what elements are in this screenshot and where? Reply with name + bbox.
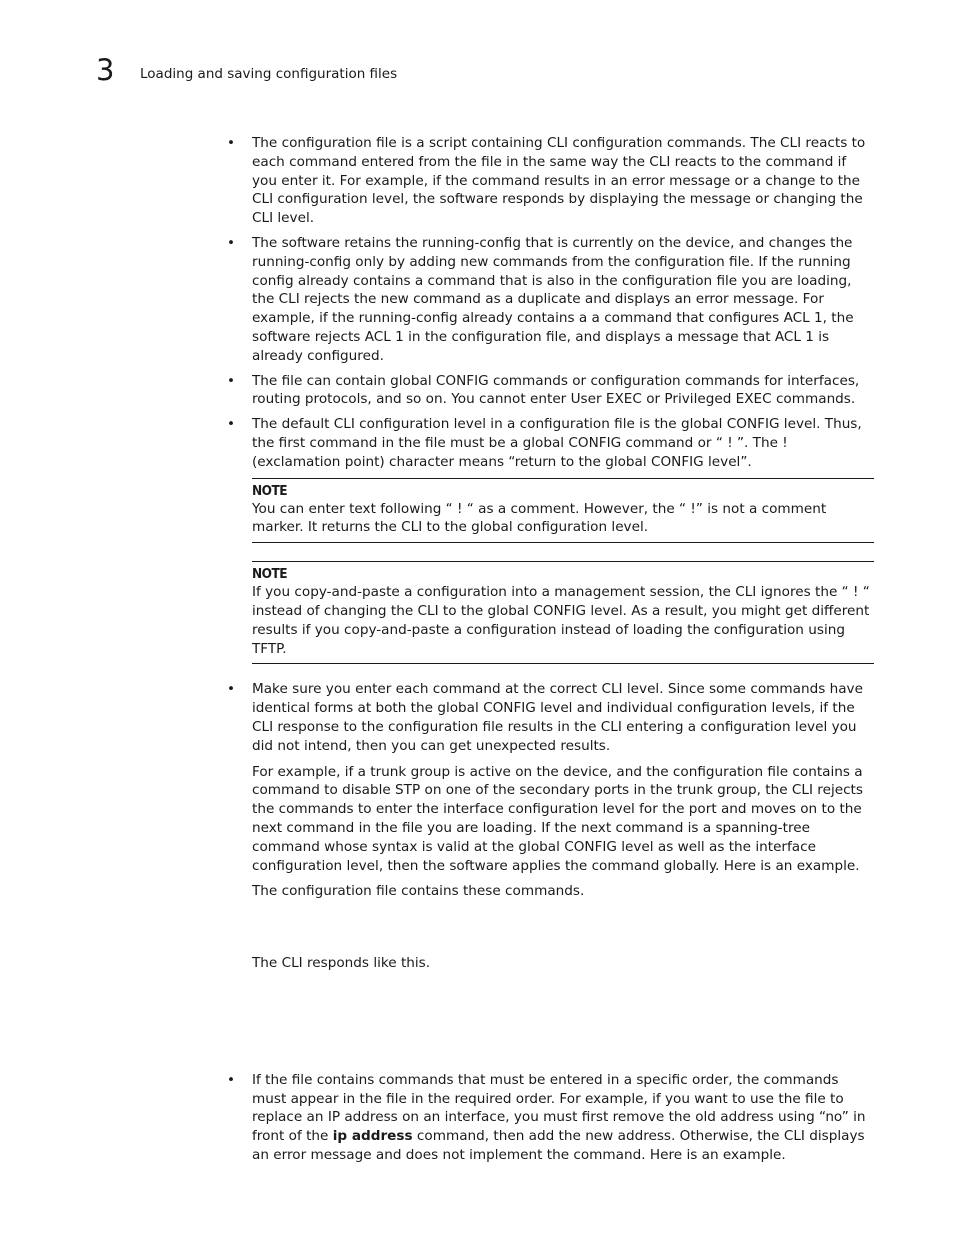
bullet-text: The configuration file is a script containing CLI configuration commands. The CLI reacts to each command entered from the file in the same way the CLI reacts to the command if you enter it. For example, if the command results in an error message or a change to the CLI configuration level, the software responds by displaying the message or changing the CLI level. <box>252 135 866 227</box>
page-body <box>226 134 874 1171</box>
bullet-text: The file can contain global CONFIG commands or configuration commands for interfaces, routing protocols, and so on. You cannot enter User EXEC or Privileged EXEC commands. <box>252 372 860 408</box>
bullet-icon: • <box>226 135 236 151</box>
config-file-intro: The configuration file contains these commands. <box>252 883 585 900</box>
bullet-icon: • <box>226 416 236 433</box>
note-text: If you copy-and-paste a configuration into a management session, the CLI ignores the “ ! “ instead of changing the CLI to the global CONFIG level. As a result, you might get different results if you copy-and-paste a configuration instead of loading the configuration using TFTP. <box>252 584 870 657</box>
chapter-number: 3 <box>96 53 115 87</box>
note-heading: NOTE <box>252 482 288 499</box>
list-item <box>226 680 874 1065</box>
cli-response-intro: The CLI responds like this. <box>252 955 431 972</box>
bullet-text: The default CLI configuration level in a configuration file is the global CONFIG level. Thus, the first command in the file must be a global CONFIG command or “ ! ”. The ! (exclamation point) character means “return to the global CONFIG level”. <box>252 416 862 470</box>
bullet-text <box>252 1071 874 1165</box>
example-paragraph: For example, if a trunk group is active on the device, and the configuration file contains a command to disable STP on one of the secondary ports in the trunk group, the CLI rejects the commands to enter the interface configuration level for the port and moves on to the next command in the file you are loading. If the next command is a spanning-tree command whose syntax is valid at the global CONFIG level as well as the interface configuration level, then the software applies the command globally. Here is an example. <box>252 763 863 874</box>
list-item <box>226 234 874 366</box>
note-box <box>252 561 874 664</box>
bullet-icon: • <box>226 681 236 698</box>
bullet-icon: • <box>226 1071 236 1088</box>
bullet-text: Make sure you enter each command at the correct CLI level. Since some commands have identical forms at both the global CONFIG level and individual configuration levels, if the CLI response to the configuration file results in the CLI entering a configuration level you did not intend, then you can get unexpected results. <box>252 681 863 754</box>
code-example-placeholder <box>252 973 874 1065</box>
bullet-text: The software retains the running-config that is currently on the device, and changes the running-config only by adding new commands from the configuration file. If the running config already contains a command that is also in the configuration file you are loading, the CLI rejects the new command as a duplicate and displays an error message. For example, if the running-config already contains a a command that configures ACL 1, the software rejects ACL 1 in the configuration file, and displays a message that ACL 1 is already configured. <box>252 234 854 364</box>
note-text: You can enter text following “ ! “ as a comment. However, the “ !” is not a comment marker. It returns the CLI to the global configuration level. <box>252 500 827 536</box>
list-item <box>226 134 874 228</box>
bullet-icon: • <box>226 234 236 251</box>
bullet-text-end: command, then add the new address. Otherwise, the CLI displays an error message and does not implement the command. Here is an example. <box>252 1128 865 1164</box>
command-keyword: ip address <box>332 1128 413 1145</box>
bullet-text-start: If the file contains commands that must be entered in a specific order, the commands must appear in the file in the required order. For example, if you want to use the file to replace an IP address on an interface, you must first remove the old address using “no” in front of the <box>252 1071 866 1145</box>
bullet-icon: • <box>226 372 236 389</box>
list-item <box>226 415 874 471</box>
chapter-title: Loading and saving configuration files <box>140 66 398 82</box>
note-heading: NOTE <box>252 566 288 583</box>
code-example-placeholder <box>252 901 874 954</box>
note-box <box>252 478 874 544</box>
list-item <box>226 1071 874 1165</box>
list-item <box>226 372 874 410</box>
